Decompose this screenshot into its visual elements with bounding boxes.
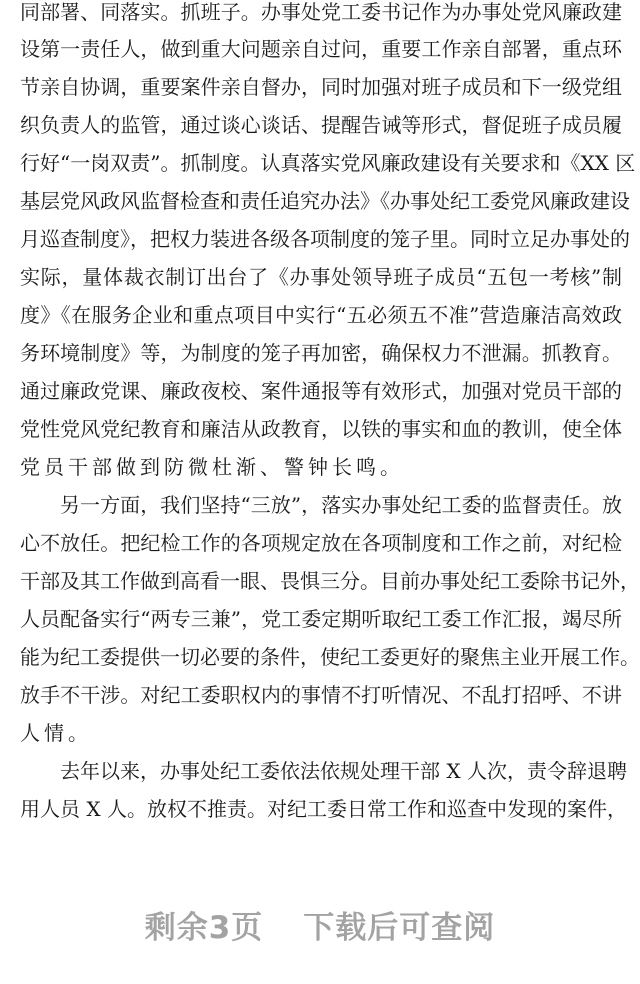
text-line: 度》《在服务企业和重点项目中实行“五必须五不准”营造廉洁高效政 — [20, 303, 622, 327]
text-line: 人员配备实行“两专三兼”，党工委定期听取纪工委工作汇报，竭尽所 — [20, 607, 622, 631]
text-line: 基层党风政风监督检查和责任追究办法》《办事处纪工委党风廉政建设 — [20, 189, 630, 213]
text-line: 心不放任。把纪检工作的各项规定放在各项制度和工作之前，对纪检 — [20, 531, 622, 555]
download-prompt[interactable] — [0, 902, 640, 947]
text-line: 用人员 X 人。放权不推责。对纪工委日常工作和巡查中发现的案件， — [20, 797, 627, 821]
text-line: 实际，量体裁衣制订出台了《办事处领导班子成员“五包一考核”制 — [20, 265, 622, 289]
text-line: 人情。 — [20, 721, 92, 745]
text-line: 设第一责任人，做到重大问题亲自过问，重要工作亲自部署，重点环 — [20, 37, 622, 61]
text-line: 通过廉政党课、廉政夜校、案件通报等有效形式，加强对党员干部的 — [20, 379, 622, 403]
text-line: 党性党风党纪教育和廉洁从政教育，以铁的事实和血的教训，使全体 — [20, 417, 622, 441]
text-line: 节亲自协调，重要案件亲自督办，同时加强对班子成员和下一级党组 — [20, 75, 622, 99]
text-line: 务环境制度》等，为制度的笼子再加密，确保权力不泄漏。抓教育。 — [20, 341, 622, 365]
remaining-pages-label: 剩余3页 — [144, 910, 264, 946]
paragraph-start-line: 另一方面，我们坚持“三放”，落实办事处纪工委的监督责任。放 — [60, 493, 622, 517]
text-line: 织负责人的监管，通过谈心谈话、提醒告诫等形式，督促班子成员履 — [20, 113, 622, 137]
paragraph-start-line: 去年以来，办事处纪工委依法依规处理干部 X 人次，责令辞退聘 — [60, 759, 627, 783]
text-line: 干部及其工作做到高看一眼、畏惧三分。目前办事处纪工委除书记外， — [20, 569, 640, 593]
text-line: 放手不干涉。对纪工委职权内的事情不打听情况、不乱打招呼、不讲 — [20, 683, 622, 707]
text-line: 能为纪工委提供一切必要的条件，使纪工委更好的聚焦主业开展工作。 — [20, 645, 640, 669]
text-line: 同部署、同落实。抓班子。办事处党工委书记作为办事处党风廉政建 — [20, 0, 622, 24]
text-line: 月巡查制度》，把权力装进各级各项制度的笼子里。同时立足办事处的 — [20, 227, 630, 251]
text-line: 行好“一岗双责”。抓制度。认真落实党风廉政建设有关要求和《XX 区 — [20, 151, 636, 175]
download-to-view-label[interactable]: 下载后可查阅 — [303, 910, 496, 946]
text-line: 党员干部做到防微杜渐、警钟长鸣。 — [20, 455, 404, 479]
